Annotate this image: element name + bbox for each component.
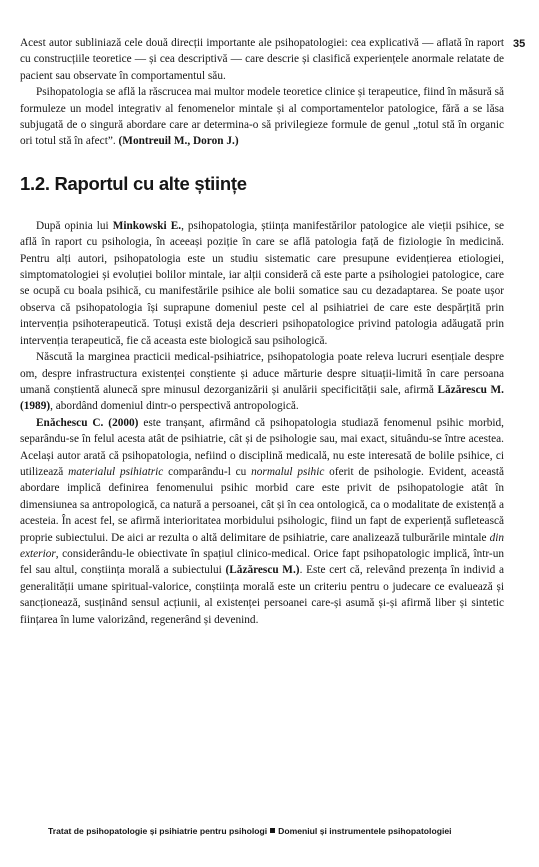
section-heading: 1.2. Raportul cu alte științe xyxy=(20,172,247,194)
paragraph-3-text: , psihopatologia, știința manifestărilor patologice ale vieții psihice, se află în raport cu psihologia, în aceeași poziție în care se află patologia față de fiziologie în medicină. Pentru alți autori, psihopatologia este un studiu sistematic care presupune evidențierea etiologiei, simptomatologiei și evoluției bolilor mintale, iar alții consideră că este parte a psihologiei patologice, care se ocupă cu boala psihică, cu manifestările psihice ale bolii somatice sau cu dezadaptarea. Se poate ușor observa că psihopatologia își suprapune domeniul peste cel al psihiatriei de care este despărțită prin intervenția psihoterapeutică. Totuși există deja descrieri psihopatologice privind patologia adăugată prin intervenția terapeutică, fie că aceasta este biologică sau psihologică. xyxy=(20,219,504,347)
page-number: 35 xyxy=(513,38,526,50)
emphasis-din-exterior: din exterior xyxy=(20,531,504,560)
citation-enachescu-2000: Enăchescu C. (2000) xyxy=(36,416,139,429)
author-minkowski: Minkowski E. xyxy=(112,219,182,232)
book-title: Tratat de psihopatologie și psihiatrie pentru psihologi xyxy=(48,826,268,836)
paragraph-1: Acest autor subliniază cele două direcții importante ale psihopatologiei: cea explicativă — aflată în raport cu construcțiile teoretice — și cea descriptivă — care descrie și clasifică experiențele anormale relatate de pacient sau observate în comportamentul său. xyxy=(20,37,504,82)
paragraph-2-text: Psihopatologia se află la răscrucea mai multor modele teoretice clinice și terapeutice, fiind în măsură să formuleze un model integrativ al fenomenelor mintale și al comportamentelor patologice, fără a se lăsa subjugată de o singură abordare care ar determina-o să privilegieze formule de genul „totul stă în organic ori totul stă în afect”. xyxy=(20,86,505,148)
running-footer xyxy=(48,826,538,836)
paragraph-5-part-b: comparându-l cu xyxy=(163,465,252,478)
paragraph-5 xyxy=(20,415,504,628)
emphasis-material-psihiatric: materialul psihiatric xyxy=(68,465,164,478)
citation-lazarescu-1989: Lăzărescu M. (1989) xyxy=(20,383,504,413)
paragraph-5-part-a: este tranșant, afirmând că psihopatologia studiază fenomenul psihic morbid, separându-se în felul acesta atât de psihiatrie, cât și de psihologie sau, mai exact, situându-se între acestea. Același autor arată că psihopatologia, nefiind o disciplină medicală, nu este interesată de bolile psihice, ci utilizează xyxy=(20,416,504,478)
paragraph-3-lead: După opinia lui xyxy=(36,219,113,232)
citation-lazarescu: (Lăzărescu M.) xyxy=(225,564,300,577)
emphasis-normalul-psihic: normalul psihic xyxy=(251,465,325,478)
chapter-title: Domeniul și instrumentele psihopatologiei xyxy=(278,826,452,836)
citation-montreuil-doron: (Montreuil M., Doron J.) xyxy=(118,135,239,148)
paragraph-4 xyxy=(20,349,504,415)
paragraph-5-part-c: oferit de psihologie. Evident, această abordare implică definirea fenomenului psihic morbid care este privit de psihopatologie atât în dimensiunea sa antropologică, ca natură a persoanei, cât și în cea ontologică, ca o modalitate de existență a acesteia. În acest fel, se afirmă interioritatea morbidului psihologic, fiind un fapt de experiență sufletească proprie subiectului. De aici ar rezulta o altă delimitare de psihiatrie, care analizează tulburările mintale xyxy=(20,465,505,544)
paragraph-3 xyxy=(20,218,504,349)
paragraph-2 xyxy=(20,84,504,150)
paragraph-4-end: , abordând domeniul dintr-o perspectivă antropologică. xyxy=(50,400,299,413)
page-content xyxy=(20,35,504,628)
paragraph-5-part-d: , considerându-le obiectivate în spațiul clinico-medical. Orice fapt psihopatologic implică, într-un fel sau altul, conștiința morală a subiectului xyxy=(20,547,504,577)
square-bullet-icon xyxy=(270,828,275,833)
paragraph-5-part-e: . Este cert că, relevând prezența în individ a generalității umane spiritual-valorice, conștiința morală este un criteriu pentru o judecare ce evaluează și sancționează, susținând sensul acțiunii, al existenței persoanei care-și asumă și-și afirmă liber și sintetic ființarea în lume valorizând, regenerând și devenind. xyxy=(20,564,504,626)
paragraph-4-text: Născută la marginea practicii medical-psihiatrice, psihopatologia poate releva lucruri esențiale despre om, despre infrastructura existenței conștiente și aduce mărturie despre situații-limită în care persoana umană conștientă alunecă spre minusul dezorganizării și anulării specificității sale, afirmă xyxy=(20,351,504,396)
